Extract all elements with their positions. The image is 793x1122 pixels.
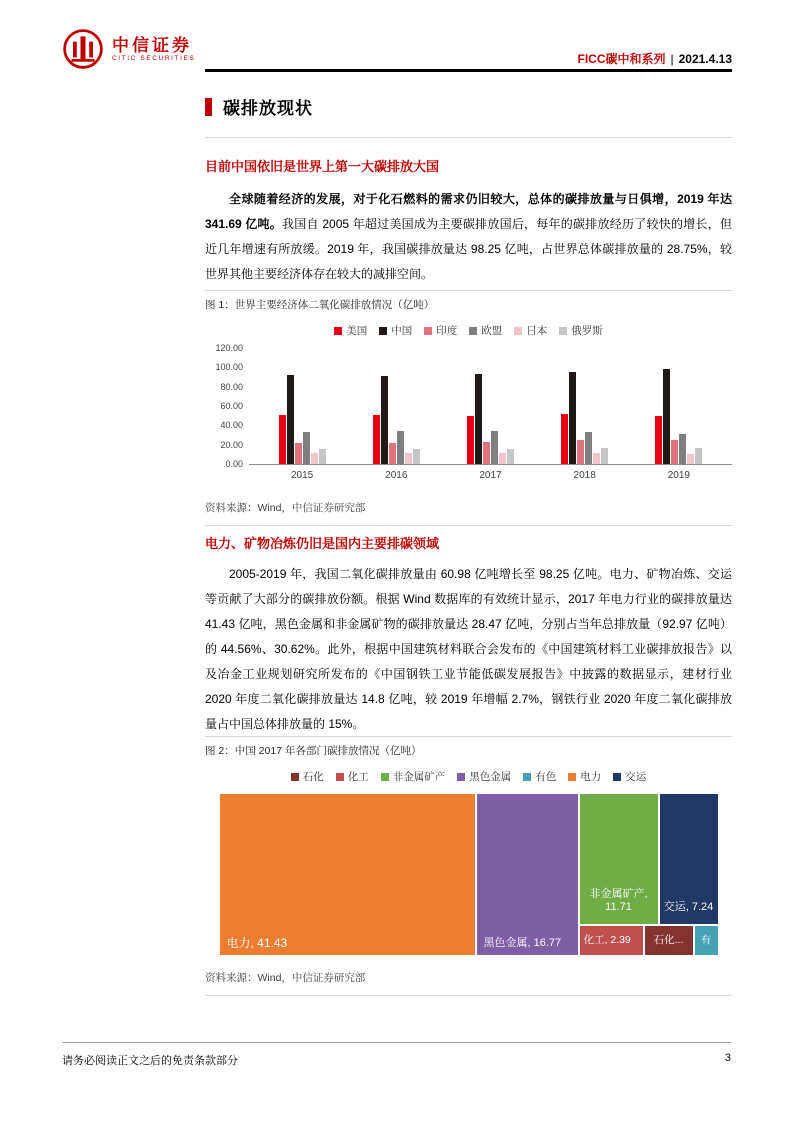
bar-group-2018: [561, 348, 609, 488]
treemap-label: 交运, 7.24: [663, 901, 714, 914]
legend-item: [568, 771, 601, 783]
bar-俄罗斯-2015: [319, 449, 326, 464]
legend-label: 石化: [302, 771, 324, 783]
legend-swatch-icon: [379, 327, 387, 335]
treemap-block-ferrous-metal: [476, 793, 579, 956]
bar-欧盟-2016: [397, 431, 404, 464]
bar-美国-2016: [373, 415, 380, 464]
subsection-heading-1: 目前中国依旧是世界上第一大碳排放大国: [205, 159, 440, 174]
bar-印度-2017: [483, 442, 490, 464]
x-tick-label: 2016: [385, 470, 408, 481]
bar-cluster: [278, 348, 326, 464]
bar-俄罗斯-2018: [601, 448, 608, 464]
bar-俄罗斯-2019: [695, 448, 702, 464]
legend-swatch-icon: [613, 773, 621, 781]
body-paragraph-2: 2005-2019 年，我国二氧化碳排放量由 60.98 亿吨增长至 98.25 亿吨。电力、矿物冶炼、交运等贡献了大部分的碳排放份额。根据 Wind 数据库的有效统计显示，2017 年电力行业的碳排放量达 41.43 亿吨，黑色金属和非金属矿物的碳排放量达 28.47 亿吨，分别占当年总排放量（92.97 亿吨）的 44.56%、30.62%。此外，根据中国建筑材料联合会发布的《中国建筑材料工业碳排放报告》以及冶金工业规划研究所发布的《中国钢铁工业节能低碳发展报告》中披露的数据显示，建材行业 2020 年度二氧化碳排放量达 14.8 亿吨，较 2019 年增幅 2.7%，钢铁行业 2020 年度二氧化碳排放量占中国总体排放量的 15%。: [205, 567, 732, 731]
treemap-label: 非金属矿产, 11.71: [589, 888, 648, 914]
bar-日本-2017: [499, 453, 506, 464]
legend-swatch-icon: [336, 773, 344, 781]
series-label: FICC碳中和系列: [577, 52, 666, 66]
legend-label: 非金属矿产: [392, 771, 446, 783]
brand-text: [112, 36, 195, 63]
fig2-treemap: [219, 793, 719, 956]
legend-item: [336, 771, 369, 783]
bar-美国-2017: [467, 416, 474, 464]
brand-name-cn: 中信证券: [112, 35, 192, 55]
bar-印度-2015: [295, 443, 302, 464]
legend-item: [457, 771, 511, 783]
fig2-legend: [205, 771, 732, 784]
bar-中国-2017: [475, 374, 482, 464]
treemap-label: 有: [700, 934, 712, 946]
legend-item: [291, 771, 324, 783]
bar-美国-2015: [279, 415, 286, 464]
bar-cluster: [561, 348, 609, 464]
bar-欧盟-2017: [491, 431, 498, 464]
bar-group-2016: [372, 348, 420, 488]
legend-swatch-icon: [469, 327, 477, 335]
legend-label: 中国: [391, 325, 413, 337]
treemap-label: 黑色金属, 16.77: [483, 937, 562, 949]
legend-label: 日本: [526, 325, 548, 337]
bar-日本-2018: [593, 453, 600, 464]
legend-item: [334, 325, 367, 337]
figure-2-source: 资料来源：Wind，中信证券研究部: [205, 970, 732, 996]
legend-label: 有色: [535, 771, 557, 783]
legend-item: [514, 325, 547, 337]
header-separator: |: [670, 52, 674, 66]
legend-label: 化工: [347, 771, 369, 783]
page-footer: [62, 1042, 731, 1068]
legend-label: 黑色金属: [469, 771, 512, 783]
legend-swatch-icon: [457, 773, 465, 781]
legend-swatch-icon: [514, 327, 522, 335]
bar-印度-2019: [671, 440, 678, 464]
fig1-xaxis-line: [249, 464, 732, 465]
treemap-label: 石化...: [653, 934, 684, 946]
x-tick-label: 2019: [667, 470, 690, 481]
bar-中国-2015: [287, 375, 294, 464]
x-tick-label: 2015: [290, 470, 314, 481]
citic-logo: [62, 28, 195, 70]
figure-2: [205, 736, 732, 996]
legend-swatch-icon: [291, 773, 299, 781]
figure-1-caption: 图 1：世界主要经济体二氧化碳排放情况（亿吨）: [205, 290, 732, 312]
treemap-block-nonferrous: [694, 925, 719, 956]
brand-name-en: CITIC SECURITIES: [112, 55, 196, 63]
body-paragraph-1: [205, 187, 732, 287]
treemap-block-transport: [659, 793, 719, 925]
bar-美国-2018: [561, 414, 568, 464]
legend-item: [523, 771, 556, 783]
legend-item: [613, 771, 646, 783]
figure-2-caption: 图 2：中国 2017 年各部门碳排放情况（亿吨）: [205, 736, 732, 758]
treemap-label: 电力, 41.43: [226, 936, 288, 950]
bar-日本-2016: [405, 453, 412, 464]
bar-欧盟-2019: [679, 434, 686, 464]
bar-中国-2016: [381, 376, 388, 464]
treemap-label: 化工, 2.39: [583, 934, 631, 946]
fig1-yaxis: 120.00 100.00 80.00 60.00 40.00 20.00 0.00: [215, 343, 243, 469]
treemap-block-nonmetal-minerals: [579, 793, 659, 925]
footer-disclaimer: 请务必阅读正文之后的免责条款部分: [62, 1055, 238, 1067]
paragraph-1-rest: 我国自 2005 年超过美国成为主要碳排放国后，每年的碳排放经历了较快的增长，但近几年增速有所放缓。2019 年，我国碳排放量达 98.25 亿吨，占世界总体碳排放量的 28.75%，较世界其他主要经济体存在较大的减排空间。: [205, 217, 732, 281]
legend-label: 俄罗斯: [571, 325, 603, 337]
legend-swatch-icon: [381, 773, 389, 781]
report-series-header: [205, 50, 732, 67]
bar-cluster: [466, 348, 514, 464]
x-tick-label: 2017: [479, 470, 502, 481]
bar-cluster: [655, 348, 703, 464]
legend-item: [559, 325, 603, 337]
bar-俄罗斯-2016: [413, 449, 420, 464]
legend-label: 欧盟: [481, 325, 503, 337]
fig1-legend: [205, 325, 732, 338]
fig1-chart: [205, 343, 732, 488]
legend-swatch-icon: [568, 773, 576, 781]
header-divider: [205, 69, 732, 72]
fig1-plot: [249, 348, 732, 488]
legend-item: [469, 325, 502, 337]
bar-group-2017: [466, 348, 514, 488]
bar-欧盟-2018: [585, 432, 592, 464]
legend-label: 印度: [436, 325, 458, 337]
figure-1-source: 资料来源：Wind，中信证券研究部: [205, 500, 732, 526]
paragraph-1-bold: 全球随着经济的发展，对于化石燃料的需求仍旧较大，总体的碳排放量与日俱增，2019 年达 341.69 亿吨。: [205, 192, 732, 231]
section-marker: [205, 98, 212, 116]
treemap-block-power: [219, 793, 476, 956]
treemap-block-chemicals: [579, 925, 644, 956]
bar-印度-2016: [389, 443, 396, 464]
legend-item: [379, 325, 412, 337]
x-tick-label: 2018: [573, 470, 596, 481]
page-number: 3: [724, 1052, 731, 1064]
bar-美国-2019: [655, 416, 662, 464]
section-title-text: 碳排放现状: [223, 99, 313, 118]
bar-group-2019: [655, 348, 703, 488]
subsection-heading-2: 电力、矿物冶炼仍旧是国内主要排碳领域: [205, 536, 440, 551]
legend-swatch-icon: [334, 327, 342, 335]
legend-swatch-icon: [424, 327, 432, 335]
bar-日本-2019: [687, 454, 694, 464]
bar-group-2015: [278, 348, 326, 488]
legend-item: [424, 325, 457, 337]
section-title: [205, 94, 313, 119]
bar-俄罗斯-2017: [507, 449, 514, 464]
legend-label: 交运: [625, 771, 647, 783]
legend-swatch-icon: [523, 773, 531, 781]
section-divider: [205, 137, 732, 138]
bar-欧盟-2015: [303, 432, 310, 464]
bar-日本-2015: [311, 453, 318, 465]
report-date: 2021.4.13: [678, 52, 732, 66]
treemap-block-petrochemical: [644, 925, 694, 956]
bar-中国-2018: [569, 372, 576, 464]
legend-item: [381, 771, 446, 783]
figure-1: [205, 290, 732, 526]
bar-cluster: [372, 348, 420, 464]
bar-中国-2019: [663, 369, 670, 464]
citic-emblem-icon: [62, 28, 104, 70]
bar-印度-2018: [577, 440, 584, 464]
legend-label: 美国: [346, 325, 368, 337]
legend-swatch-icon: [559, 327, 567, 335]
legend-label: 电力: [580, 771, 602, 783]
